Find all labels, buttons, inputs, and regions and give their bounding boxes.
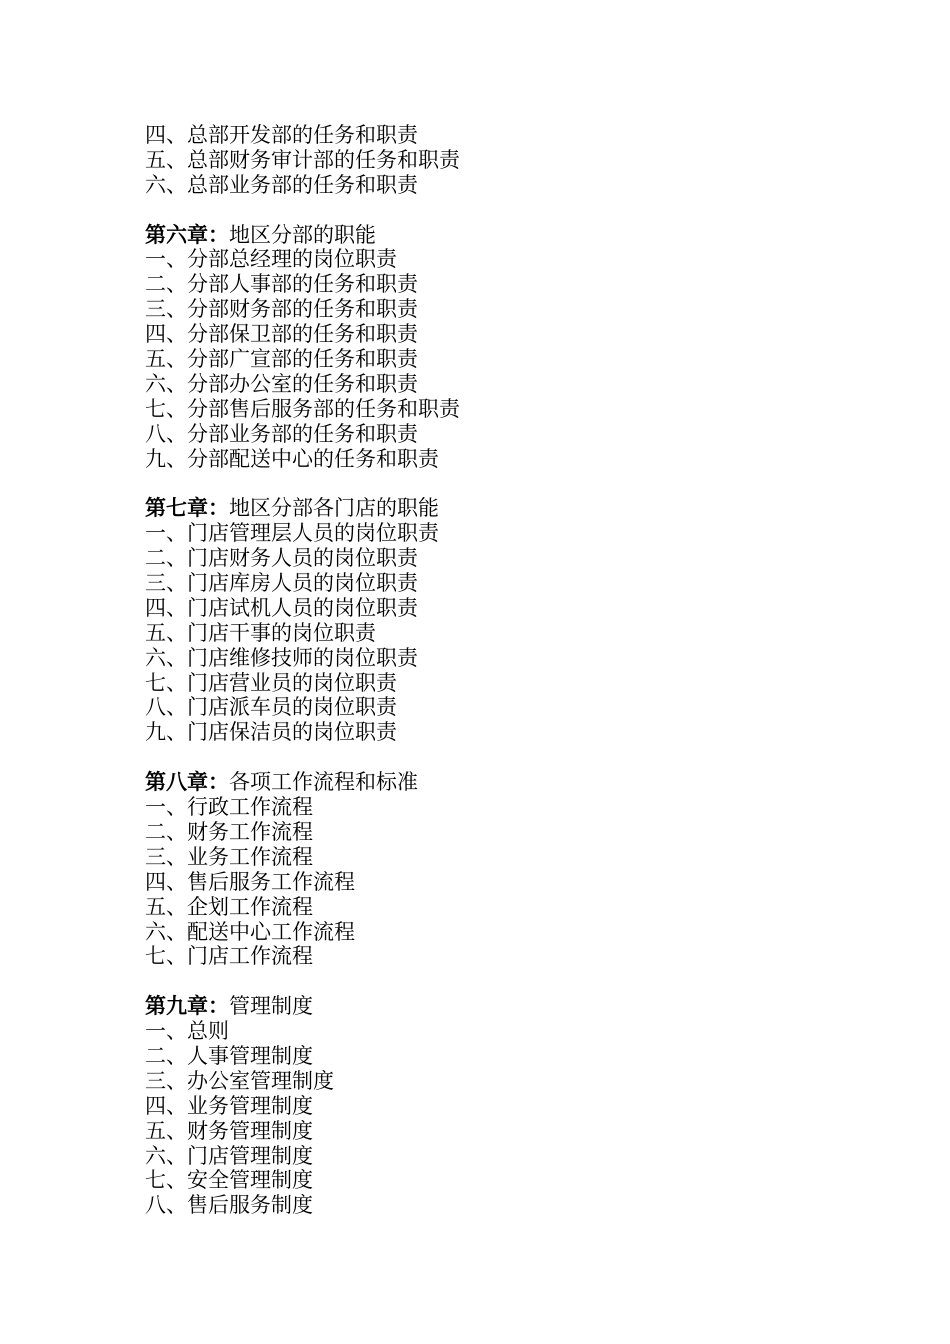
chapter-heading (145, 994, 845, 1019)
toc-item: 七、门店工作流程 (145, 944, 313, 969)
toc-item: 二、财务工作流程 (145, 819, 313, 844)
chapter-9-section (145, 994, 845, 1218)
section-gap (145, 745, 845, 770)
chapter-6-section (145, 223, 845, 472)
toc-item: 三、门店库房人员的岗位职责 (145, 571, 418, 596)
toc-item: 八、分部业务部的任务和职责 (145, 421, 418, 446)
chapter-heading (145, 770, 845, 795)
chapter-title: 地区分部各门店的职能 (229, 496, 439, 521)
toc-item: 四、门店试机人员的岗位职责 (145, 595, 418, 620)
toc-item: 五、门店干事的岗位职责 (145, 620, 376, 645)
toc-item: 一、行政工作流程 (145, 795, 313, 820)
toc-item: 六、分部办公室的任务和职责 (145, 371, 418, 396)
toc-item: 一、门店管理层人员的岗位职责 (145, 521, 439, 546)
toc-item: 九、门店保洁员的岗位职责 (145, 720, 397, 745)
toc-item: 五、财务管理制度 (145, 1118, 313, 1143)
toc-item: 四、售后服务工作流程 (145, 869, 355, 894)
toc-item: 二、门店财务人员的岗位职责 (145, 546, 418, 571)
toc-item: 三、分部财务部的任务和职责 (145, 297, 418, 322)
toc-item: 四、总部开发部的任务和职责 (145, 123, 418, 147)
toc-item: 二、分部人事部的任务和职责 (145, 272, 418, 297)
toc-item: 四、业务管理制度 (145, 1093, 313, 1118)
chapter-label: 第八章： (145, 769, 229, 795)
toc-item: 三、业务工作流程 (145, 844, 313, 869)
toc-item: 四、分部保卫部的任务和职责 (145, 322, 418, 347)
toc-item: 六、门店管理制度 (145, 1143, 313, 1168)
toc-item: 七、门店营业员的岗位职责 (145, 670, 397, 695)
chapter-heading (145, 223, 845, 248)
toc-item: 三、办公室管理制度 (145, 1068, 334, 1093)
toc-item: 八、门店派车员的岗位职责 (145, 695, 397, 720)
toc-item: 八、售后服务制度 (145, 1193, 313, 1218)
chapter-8-section (145, 770, 845, 969)
chapter-title: 各项工作流程和标准 (229, 770, 418, 795)
chapter-title: 地区分部的职能 (229, 222, 376, 247)
section-gap (145, 969, 845, 994)
toc-item: 七、安全管理制度 (145, 1168, 313, 1193)
chapter-7-section (145, 496, 845, 745)
document-page (145, 123, 845, 1218)
chapter-title: 管理制度 (229, 994, 313, 1019)
toc-item: 六、总部业务部的任务和职责 (145, 172, 418, 197)
toc-item: 一、总则 (145, 1019, 229, 1044)
chapter-label: 第九章： (145, 993, 229, 1019)
section-gap (145, 198, 845, 223)
chapter-label: 第六章： (145, 221, 229, 247)
toc-item: 九、分部配送中心的任务和职责 (145, 446, 439, 471)
toc-item: 五、分部广宣部的任务和职责 (145, 347, 418, 372)
toc-item: 二、人事管理制度 (145, 1043, 313, 1068)
chapter-heading (145, 496, 845, 521)
intro-section (145, 123, 845, 198)
toc-item: 五、企划工作流程 (145, 894, 313, 919)
toc-item: 七、分部售后服务部的任务和职责 (145, 396, 460, 421)
toc-item: 六、门店维修技师的岗位职责 (145, 645, 418, 670)
toc-item: 一、分部总经理的岗位职责 (145, 247, 397, 272)
toc-item: 六、配送中心工作流程 (145, 919, 355, 944)
chapter-label: 第七章： (145, 495, 229, 521)
toc-item: 五、总部财务审计部的任务和职责 (145, 147, 460, 172)
section-gap (145, 471, 845, 496)
